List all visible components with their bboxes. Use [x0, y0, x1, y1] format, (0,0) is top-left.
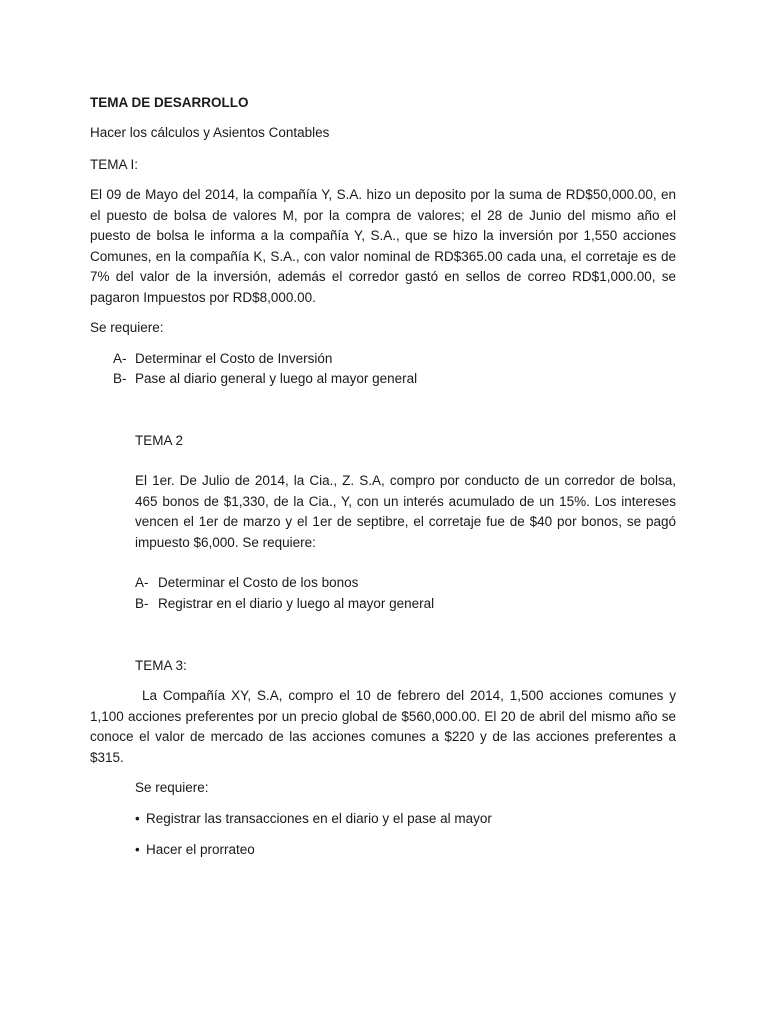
instruction-text: Hacer los cálculos y Asientos Contables [90, 125, 330, 140]
paragraph-line: $315. [90, 749, 124, 765]
list-item-text: Pase al diario general y luego al mayor general [135, 371, 418, 386]
paragraph-line: vencen el 1er de marzo y el 1er de septibre, el corretaje fue de $40 por bonos, se pagó [135, 514, 676, 529]
paragraph-line: 7% del valor de la inversión, además el corredor gastó en sellos de correo RD$1,000.00, se [90, 269, 676, 284]
list-item [113, 349, 332, 370]
tema1-title: TEMA I: [90, 157, 139, 172]
list-item-text: Determinar el Costo de los bonos [158, 575, 359, 590]
tema2-title: TEMA 2 [135, 433, 184, 448]
bullet-text: Registrar las transacciones en el diario y el pase al mayor [146, 811, 492, 826]
paragraph-line: Comunes, en la compañía K, S.A., con valor nominal de RD$365.00 cada una, el corretaje es de [90, 248, 676, 264]
bullet-item [135, 809, 492, 830]
list-item [135, 594, 434, 615]
list-marker: B- [135, 596, 149, 611]
bullet-marker: • [135, 811, 140, 826]
paragraph-line: conoce el valor de mercado de las acciones comunes a $220 y de las acciones preferentes a [90, 729, 676, 744]
bullet-item [135, 840, 255, 861]
document-heading: TEMA DE DESARROLLO [90, 95, 249, 110]
paragraph-line: El 09 de Mayo del 2014, la compañía Y, S.A. hizo un deposito por la suma de RD$50,000.00, en [90, 187, 676, 202]
paragraph-line: impuesto $6,000. Se requiere: [135, 534, 316, 550]
tema1-paragraph [90, 185, 676, 308]
paragraph-line: La Compañía XY, S.A, compro el 10 de febrero del 2014, 1,500 acciones comunes y [142, 688, 676, 703]
list-item-text: Registrar en el diario y luego al mayor general [158, 596, 435, 611]
list-item [113, 369, 417, 390]
list-marker: A- [135, 575, 149, 590]
tema3-requires: Se requiere: [135, 780, 209, 795]
paragraph-line: el puesto de bolsa de valores M, por la compra de valores; el 28 de Junio del mismo año el [90, 207, 676, 223]
list-marker: B- [113, 371, 127, 386]
list-marker: A- [113, 351, 127, 366]
tema3-paragraph [90, 686, 676, 768]
paragraph-line: El 1er. De Julio de 2014, la Cia., Z. S.A, compro por conducto de un corredor de bolsa, [135, 473, 676, 488]
bullet-marker: • [135, 842, 140, 857]
tema1-requires: Se requiere: [90, 320, 164, 335]
list-item-text: Determinar el Costo de Inversión [135, 351, 333, 366]
bullet-text: Hacer el prorrateo [146, 842, 255, 857]
tema3-title: TEMA 3: [135, 658, 187, 673]
list-item [135, 573, 358, 594]
paragraph-line: puesto de bolsa le informa a la compañía Y, S.A., que se hizo la inversión por 1,550 acciones [90, 228, 676, 243]
paragraph-line: 465 bonos de $1,330, de la Cia., Y, con un interés acumulado de un 15%. Los intereses [135, 493, 676, 509]
tema2-paragraph [135, 471, 676, 553]
paragraph-line: 1,100 acciones preferentes por un precio global de $560,000.00. El 20 de abril del mismo año se [90, 708, 676, 724]
paragraph-line: pagaron Impuestos por RD$8,000.00. [90, 289, 316, 305]
